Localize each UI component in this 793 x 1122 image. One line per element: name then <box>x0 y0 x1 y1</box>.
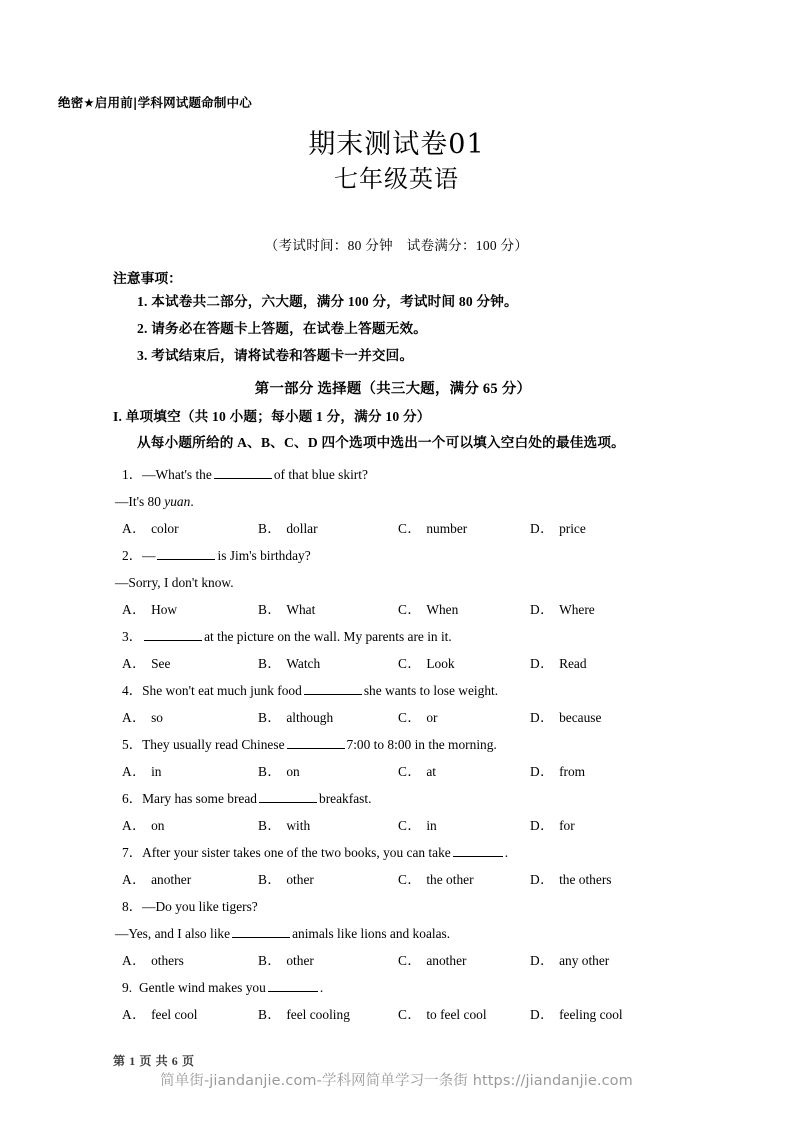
option-text: color <box>151 521 179 536</box>
question-2-option-c[interactable] <box>398 596 530 623</box>
question-4-blank <box>304 683 362 695</box>
option-text: others <box>151 953 184 968</box>
option-text: another <box>426 953 467 968</box>
question-2-option-a[interactable] <box>122 596 258 623</box>
option-label: D． <box>530 872 555 887</box>
option-label: C． <box>398 656 422 671</box>
option-text: number <box>426 521 468 536</box>
question-1 <box>113 461 673 542</box>
question-7-option-b[interactable] <box>258 866 398 893</box>
page-subtitle: 七年级英语 <box>334 165 459 193</box>
title-block <box>0 128 793 195</box>
option-label: C． <box>398 953 422 968</box>
option-text: feel cool <box>151 1007 198 1022</box>
option-text: or <box>426 710 438 725</box>
question-8-option-c[interactable] <box>398 947 530 974</box>
question-6-stem-after: breakfast. <box>319 791 372 806</box>
question-7-option-c[interactable] <box>398 866 530 893</box>
question-1-stem <box>113 461 673 488</box>
option-text: the other <box>426 872 474 887</box>
option-text: What <box>286 602 316 617</box>
question-4-option-c[interactable] <box>398 704 530 731</box>
question-5-stem-before: They usually read Chinese <box>142 737 285 752</box>
option-label: A． <box>122 710 147 725</box>
question-8-option-a[interactable] <box>122 947 258 974</box>
footer-page-number: 第 1 页 共 6 页 <box>113 1054 195 1068</box>
option-label: B． <box>258 710 282 725</box>
question-9-stem-before: Gentle wind makes you <box>139 980 266 995</box>
question-5 <box>113 731 673 785</box>
option-text: to feel cool <box>426 1007 487 1022</box>
notice-title: 注意事项： <box>113 271 182 286</box>
question-1-number: 1． <box>122 467 143 482</box>
question-3-option-d[interactable] <box>530 650 660 677</box>
option-label: A． <box>122 521 147 536</box>
question-5-stem <box>113 731 673 758</box>
question-6-stem <box>113 785 673 812</box>
exam-content <box>113 268 673 1028</box>
option-label: A． <box>122 602 147 617</box>
question-1-answer-italic: yuan <box>164 494 191 509</box>
option-text: other <box>286 872 314 887</box>
question-8 <box>113 893 673 974</box>
question-6-stem-before: Mary has some bread <box>142 791 257 806</box>
option-label: D． <box>530 602 555 617</box>
option-label: B． <box>258 1007 282 1022</box>
option-text: Where <box>559 602 595 617</box>
question-8-option-d[interactable] <box>530 947 660 974</box>
question-2-stem-before: — <box>142 548 156 563</box>
option-label: C． <box>398 1007 422 1022</box>
question-7-stem-after: . <box>504 845 509 860</box>
question-7-blank <box>453 845 503 857</box>
footer-watermark: 简单街-jiandanjie.com-学科网简单学习一条街 https://jiandanjie.com <box>160 1073 633 1089</box>
option-label: B． <box>258 602 282 617</box>
question-7-stem <box>113 839 673 866</box>
question-6-number: 6． <box>122 791 143 806</box>
question-2-stem-line2: —Sorry, I don't know. <box>115 575 234 590</box>
question-5-option-a[interactable] <box>122 758 258 785</box>
option-label: C． <box>398 602 422 617</box>
question-5-blank <box>287 737 345 749</box>
option-text: for <box>559 818 575 833</box>
question-9-option-a[interactable] <box>122 1001 258 1028</box>
option-text: other <box>286 953 314 968</box>
option-text: Look <box>426 656 455 671</box>
question-9-stem <box>113 974 673 1001</box>
question-5-stem-after: 7:00 to 8:00 in the morning. <box>346 737 497 752</box>
section-instruction: 从每小题所给的 A、B、C、D 四个选项中选出一个可以填入空白处的最佳选项。 <box>137 435 625 450</box>
option-text: with <box>286 818 311 833</box>
question-1-answer-prefix: —It's 80 <box>115 494 165 509</box>
notice-item-3: 3. 考试结束后，请将试卷和答题卡一并交回。 <box>137 348 414 363</box>
question-8-option-b[interactable] <box>258 947 398 974</box>
option-text: price <box>559 521 586 536</box>
question-4-option-a[interactable] <box>122 704 258 731</box>
question-8-stem-plain: —Do you like tigers? <box>142 899 258 914</box>
option-text: dollar <box>286 521 318 536</box>
option-label: B． <box>258 521 282 536</box>
question-8-stem-line2-before: —Yes, and I also like <box>115 926 231 941</box>
option-text: in <box>151 764 162 779</box>
question-8-number: 8． <box>122 899 143 914</box>
option-label: D． <box>530 764 555 779</box>
question-1-option-d[interactable] <box>530 515 660 542</box>
option-label: D． <box>530 1007 555 1022</box>
option-label: B． <box>258 872 282 887</box>
question-4 <box>113 677 673 731</box>
question-2-stem <box>113 542 673 569</box>
section-heading: I. 单项填空（共 10 小题；每小题 1 分，满分 10 分） <box>113 409 431 424</box>
question-6-options <box>113 812 673 839</box>
question-9-option-c[interactable] <box>398 1001 530 1028</box>
option-text: How <box>151 602 178 617</box>
question-3-stem <box>113 623 673 650</box>
option-label: D． <box>530 710 555 725</box>
question-7-options <box>113 866 673 893</box>
question-1-stem-before: —What's the <box>142 467 212 482</box>
question-6-blank <box>259 791 317 803</box>
question-7-number: 7． <box>122 845 143 860</box>
question-4-stem-after: she wants to lose weight. <box>363 683 499 698</box>
option-text: Read <box>559 656 587 671</box>
option-label: C． <box>398 764 422 779</box>
question-4-options <box>113 704 673 731</box>
option-label: D． <box>530 818 555 833</box>
question-2-stem-after: is Jim's birthday? <box>217 548 311 563</box>
question-6-option-d[interactable] <box>530 812 660 839</box>
option-label: A． <box>122 818 147 833</box>
question-6-option-b[interactable] <box>258 812 398 839</box>
exam-meta-line: （考试时间：80 分钟 试卷满分：100 分） <box>264 238 529 253</box>
question-9-blank <box>268 980 318 992</box>
question-3-option-a[interactable] <box>122 650 258 677</box>
option-label: B． <box>258 656 282 671</box>
question-1-option-a[interactable] <box>122 515 258 542</box>
page-title: 期末测试卷01 <box>308 129 485 160</box>
option-text: from <box>559 764 586 779</box>
question-6 <box>113 785 673 839</box>
option-label: C． <box>398 710 422 725</box>
question-2-option-d[interactable] <box>530 596 660 623</box>
question-2-number: 2． <box>122 548 143 563</box>
question-9-option-b[interactable] <box>258 1001 398 1028</box>
question-3-option-c[interactable] <box>398 650 530 677</box>
option-text: another <box>151 872 192 887</box>
option-text: so <box>151 710 163 725</box>
option-label: D． <box>530 521 555 536</box>
option-label: C． <box>398 818 422 833</box>
question-2 <box>113 542 673 623</box>
option-text: feel cooling <box>286 1007 350 1022</box>
question-9-number: 9. <box>122 980 133 995</box>
question-9-stem-after: . <box>319 980 324 995</box>
question-8-blank <box>232 926 290 938</box>
option-label: B． <box>258 764 282 779</box>
question-1-option-b[interactable] <box>258 515 398 542</box>
question-1-stem-line2 <box>113 488 673 515</box>
option-label: B． <box>258 953 282 968</box>
option-text: feeling cool <box>559 1007 623 1022</box>
option-text: because <box>559 710 602 725</box>
question-1-stem-after: of that blue skirt? <box>273 467 368 482</box>
question-2-options <box>113 596 673 623</box>
question-4-option-d[interactable] <box>530 704 660 731</box>
question-3-blank <box>144 629 202 641</box>
question-6-option-a[interactable] <box>122 812 258 839</box>
question-8-options <box>113 947 673 974</box>
option-label: A． <box>122 764 147 779</box>
question-4-stem-before: She won't eat much junk food <box>142 683 302 698</box>
question-9-option-d[interactable] <box>530 1001 660 1028</box>
secret-header-label: 绝密★启用前|学科网试题命制中心 <box>58 95 252 110</box>
question-3-stem-after: at the picture on the wall. My parents are in it. <box>204 629 452 644</box>
option-text: the others <box>559 872 612 887</box>
question-3 <box>113 623 673 677</box>
question-7-option-a[interactable] <box>122 866 258 893</box>
option-text: any other <box>559 953 610 968</box>
question-4-number: 4． <box>122 683 143 698</box>
option-text: at <box>426 764 436 779</box>
option-text: Watch <box>286 656 321 671</box>
question-4-option-b[interactable] <box>258 704 398 731</box>
option-label: A． <box>122 1007 147 1022</box>
option-label: D． <box>530 953 555 968</box>
option-label: C． <box>398 521 422 536</box>
question-3-options <box>113 650 673 677</box>
question-9-options <box>113 1001 673 1028</box>
question-5-option-b[interactable] <box>258 758 398 785</box>
question-3-number: 3． <box>122 629 143 644</box>
question-1-blank <box>214 467 272 479</box>
question-2-blank <box>157 548 215 560</box>
option-label: D． <box>530 656 555 671</box>
question-5-option-c[interactable] <box>398 758 530 785</box>
question-6-option-c[interactable] <box>398 812 530 839</box>
question-5-options <box>113 758 673 785</box>
question-3-option-b[interactable] <box>258 650 398 677</box>
option-text: on <box>286 764 300 779</box>
option-label: A． <box>122 872 147 887</box>
notice-item-1: 1. 本试卷共二部分，六大题，满分 100 分，考试时间 80 分钟。 <box>137 294 518 309</box>
question-8-stem-line2 <box>113 920 673 947</box>
option-label: A． <box>122 656 147 671</box>
option-label: C． <box>398 872 422 887</box>
question-7-stem-before: After your sister takes one of the two books, you can take <box>142 845 451 860</box>
option-text: although <box>286 710 334 725</box>
question-9 <box>113 974 673 1028</box>
question-7-option-d[interactable] <box>530 866 660 893</box>
part-heading: 第一部分 选择题（共三大题，满分 65 分） <box>254 381 532 397</box>
option-label: B． <box>258 818 282 833</box>
question-5-number: 5． <box>122 737 143 752</box>
question-5-option-d[interactable] <box>530 758 660 785</box>
question-1-option-c[interactable] <box>398 515 530 542</box>
question-2-option-b[interactable] <box>258 596 398 623</box>
option-label: A． <box>122 953 147 968</box>
option-text: See <box>151 656 171 671</box>
question-4-stem <box>113 677 673 704</box>
question-8-stem-line2-after: animals like lions and koalas. <box>292 926 451 941</box>
option-text: on <box>151 818 165 833</box>
question-8-stem <box>113 893 673 920</box>
notice-item-2: 2. 请务必在答题卡上答题，在试卷上答题无效。 <box>137 321 428 336</box>
question-7 <box>113 839 673 893</box>
option-text: When <box>426 602 459 617</box>
question-1-options <box>113 515 673 542</box>
question-1-answer-tail: . <box>190 494 194 509</box>
option-text: in <box>426 818 437 833</box>
